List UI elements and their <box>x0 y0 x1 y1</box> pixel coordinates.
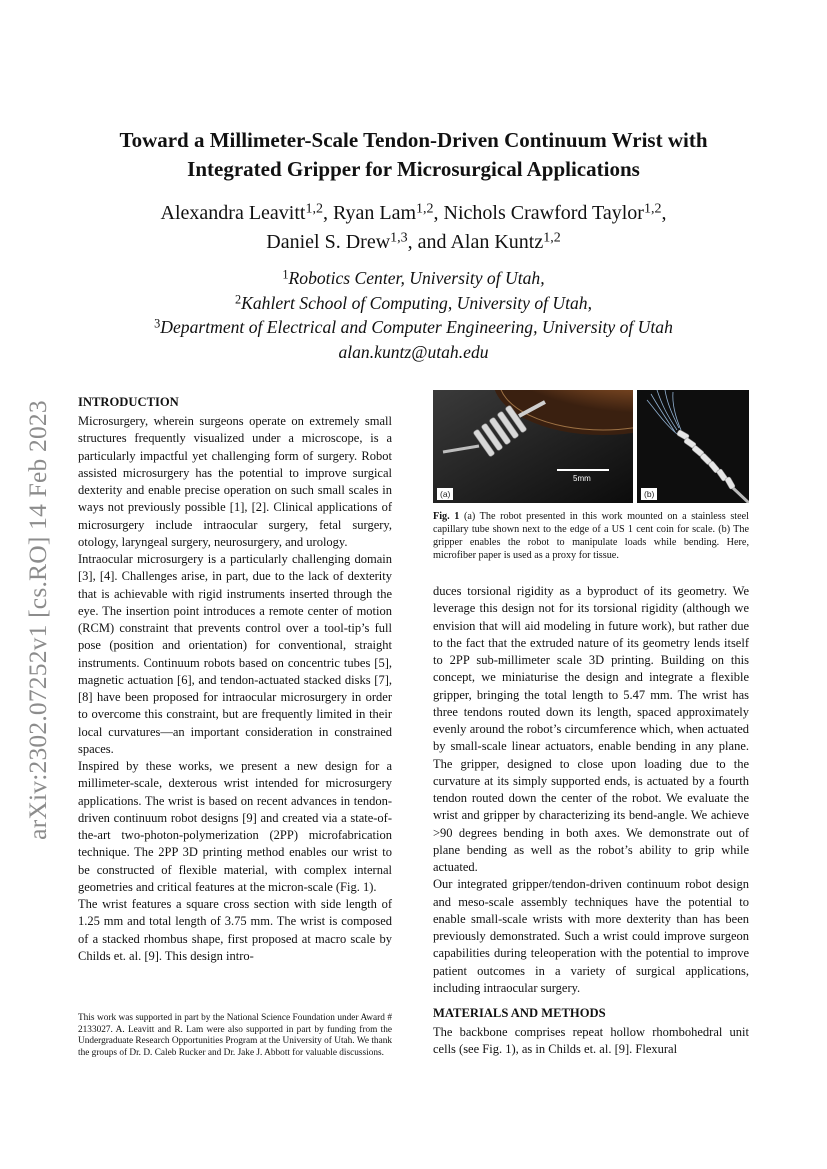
figure-panel-a <box>433 390 633 503</box>
arxiv-side-label <box>8 365 68 875</box>
robot-on-coin-photo <box>433 390 633 503</box>
caption-text: (a) The robot presented in this work mounted on a stainless steel capillary tube shown next to the edge of a US 1 cent coin for scale. (b) The gripper enables the robot to manipulate loads while bending. Here, microfiber paper is used as a proxy for tissue. <box>433 511 749 561</box>
author-affiliation: 1,2 <box>416 201 434 217</box>
affiliation-number: 1 <box>282 267 289 282</box>
methods-heading: MATERIALS AND METHODS <box>433 1006 606 1020</box>
affiliation-text: Kahlert School of Computing, University of Utah, <box>241 292 593 313</box>
panel-a-label: (a) <box>437 488 453 500</box>
author-name: Nichols Crawford Taylor <box>443 202 644 224</box>
author-affiliation: 1,2 <box>305 201 323 217</box>
author-name: Alan Kuntz <box>450 231 544 253</box>
gripper-holding-fiber-photo <box>637 390 749 503</box>
author-line-1 <box>60 199 767 228</box>
arxiv-identifier: arXiv:2302.07252v1 [cs.RO] 14 Feb 2023 <box>23 400 52 840</box>
author-separator: , and <box>407 231 451 253</box>
figure-1-caption <box>433 511 749 563</box>
right-paragraph-1: duces torsional rigidity as a byproduct of its geometry. We leverage this design not for its torsional rigidity (although we envision that will aid modeling in future work), but rather due to the fact that the extruded nature of its geometry lends itself to 2PP sub-millimeter scale 3D printing. Building on this concept, we miniaturise the design and integrate a flexible gripper, bringing the total length to 5.47 mm. The wrist has three tendons routed down its length, spaced approximately evenly around the robot’s circumference which, when actuated by small-scale linear actuators, enable bending in any plane. The gripper, designed to close upon loading due to the curvature at its simply supported ends, is actuated by a fourth tendon routed down the center of the robot. We evaluate the wrist and gripper by characterizing its bend-angle. We achieve >90 degrees bending in both axes. We demonstrate out of plane bending as well as the robot’s ability to grip while actuated. <box>433 584 749 874</box>
methods-paragraph-1: The backbone comprises repeat hollow rhombohedral unit cells (see Fig. 1), as in Childs et. al. [9]. Flexural <box>433 1025 749 1057</box>
affiliation-number: 2 <box>234 291 242 306</box>
author-name: Daniel S. Drew <box>266 231 391 253</box>
author-line-2 <box>60 228 767 257</box>
scale-bar-label: 5mm <box>573 474 591 483</box>
figure-1 <box>433 390 749 505</box>
title-line-2: Integrated Gripper for Microsurgical Applications <box>187 157 640 181</box>
right-paragraph-2: Our integrated gripper/tendon-driven continuum robot design and meso-scale assembly techniques have the potential to enable small-scale wrists with more dexterity than has been previously demonstrated. Such a wrist could improve surgeon capabilities during teleoperation with the potential to improve patient outcomes in a variety of surgical applications, including intraocular surgery. <box>433 877 749 995</box>
intro-paragraph-1: Microsurgery, wherein surgeons operate on extremely small structures frequently visualized under a microscope, is a particularly impactful yet challenging form of surgery. Robot assisted microsurgery has the potential to improve surgical dexterity and enable precise operation on such small scales in ways not previously possible [1], [2]. Clinical applications of microsurgery include intraocular surgery, fetal surgery, otology, laryngeal surgery, neurosurgery, and urology. <box>78 414 392 549</box>
author-affiliation: 1,2 <box>643 201 662 217</box>
figure-panel-b <box>637 390 749 503</box>
affiliation-list <box>60 266 767 364</box>
author-separator: , <box>661 202 667 224</box>
author-separator: , <box>433 202 444 224</box>
right-column <box>433 583 749 1059</box>
author-name: Alexandra Leavitt <box>160 202 306 224</box>
paper-title <box>60 126 767 184</box>
title-line-1: Toward a Millimeter-Scale Tendon-Driven Continuum Wrist with <box>119 128 708 152</box>
author-name: Ryan Lam <box>332 202 417 224</box>
intro-paragraph-2: Intraocular microsurgery is a particularly challenging domain [3], [4]. Challenges arise, in part, due to the lack of dexterity that is achievable with rigid instruments inserted through the eye. The insertion point introduces a remote center of motion (RCM) constraint that prevents control over a tool-tip’s full pose (position and orientation) for conventional, straight instruments. Continuum robots based on concentric tubes [5], magnetic actuation [6], and tendon-actuated stacked disks [7], [8] have been proposed for intraocular microsurgery in order to overcome this constraint, but are frequently limited in their local curvatures—an important consideration in constrained spaces. <box>78 552 392 756</box>
introduction-heading: INTRODUCTION <box>78 395 179 409</box>
funding-footnote: This work was supported in part by the National Science Foundation under Award # 2133027. A. Leavitt and R. Lam were also supported in part by funding from the Undergraduate Research Opportunities Program at the University of Utah. We thank the groups of Dr. D. Caleb Rucker and Dr. Jake J. Abbott for valuable discussions. <box>78 1013 392 1058</box>
left-column <box>78 393 392 965</box>
author-list <box>60 199 767 257</box>
affiliation-text: Robotics Center, University of Utah, <box>288 268 545 288</box>
caption-label: Fig. 1 <box>433 511 460 522</box>
intro-paragraph-3: Inspired by these works, we present a new design for a millimeter-scale, dexterous wrist intended for microsurgery applications. The wrist is based on recent advances in tendon-driven continuum robot designs [9] and created via a state-of-the-art two-photon-polymerization (2PP) microfabrication technique. The 2PP 3D printing method enables our wrist to be constructed of flexible material, with complex internal geometries and critical features at the micron-scale (Fig. 1). <box>78 759 392 894</box>
author-affiliation: 1,3 <box>390 230 408 246</box>
affiliation-1 <box>60 266 767 291</box>
author-affiliation: 1,2 <box>543 230 561 246</box>
affiliation-number: 3 <box>154 316 161 331</box>
affiliation-text: Department of Electrical and Computer Engineering, University of Utah <box>160 317 673 337</box>
intro-paragraph-4: The wrist features a square cross section with side length of 1.25 mm and total length of 3.75 mm. The wrist is composed of a stacked rhombus shape, first proposed at macro scale by Childs et. al. [9]. This design intro- <box>78 897 392 963</box>
author-separator: , <box>322 202 333 224</box>
affiliation-3 <box>60 315 767 340</box>
panel-b-label: (b) <box>641 488 657 500</box>
affiliation-2 <box>60 291 767 316</box>
author-email: alan.kuntz@utah.edu <box>338 341 489 362</box>
